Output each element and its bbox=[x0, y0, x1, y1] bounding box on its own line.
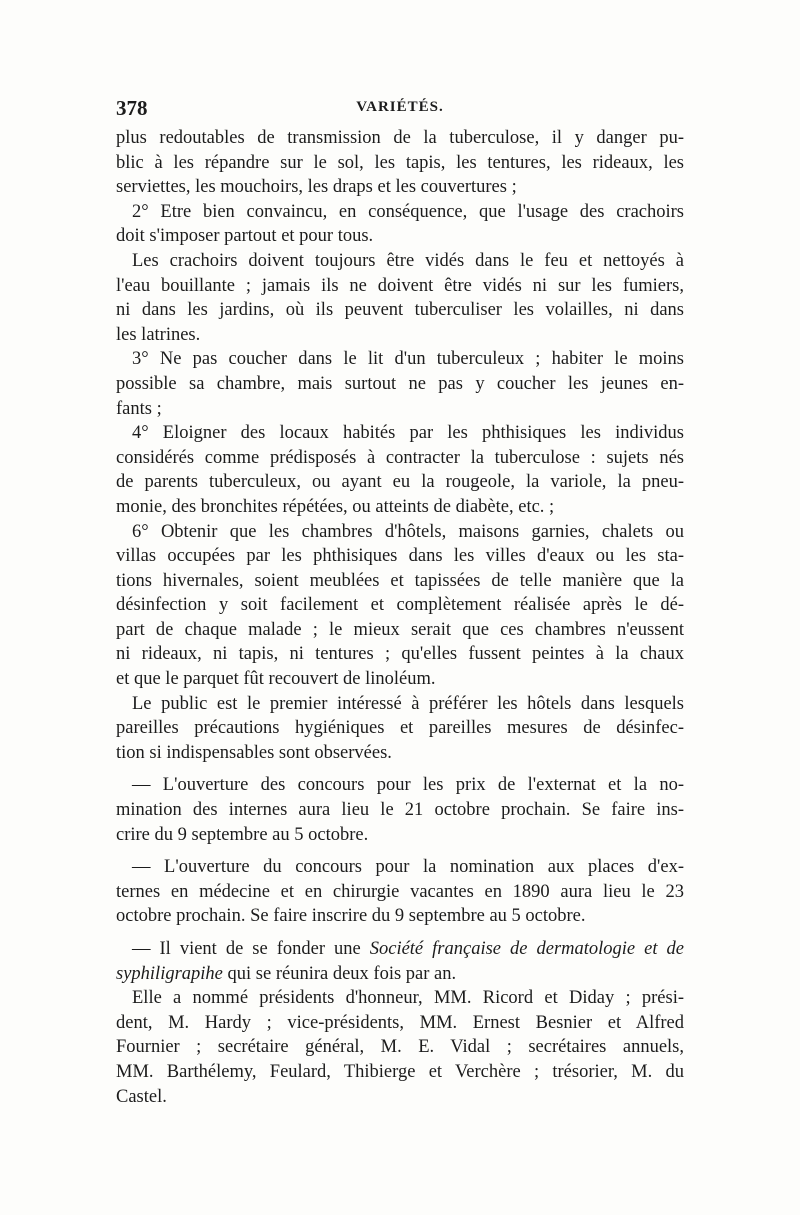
text-line: tions hivernales, soient meublées et tapissées de telle manière que la bbox=[116, 570, 684, 591]
text-line: — L'ouverture des concours pour les prix de l'externat et la no- bbox=[132, 775, 684, 796]
text-line: villas occupées par les phthisiques dans les villes d'eaux ou les sta- bbox=[116, 546, 684, 567]
page-number: 378 bbox=[116, 96, 148, 120]
text-line: 4° Eloigner des locaux habités par les phthisiques les individus bbox=[132, 423, 684, 444]
text-line: monie, des bronchites répétées, ou atteints de diabète, etc. ; bbox=[116, 496, 555, 517]
text-line: désinfection y soit facilement et complètement réalisée après le dé- bbox=[116, 595, 684, 616]
italic-title: syphiligrapihe bbox=[116, 963, 223, 984]
paragraph-gap bbox=[116, 929, 684, 937]
text-line: doit s'imposer partout et pour tous. bbox=[116, 226, 374, 247]
text-line: de parents tuberculeux, ou ayant eu la rougeole, la variole, la pneu- bbox=[116, 472, 684, 493]
text-line: 2° Etre bien convaincu, en conséquence, que l'usage des crachoirs bbox=[132, 201, 684, 222]
running-head: VARIÉTÉS. bbox=[356, 99, 444, 115]
page-header bbox=[116, 96, 684, 126]
text-line: possible sa chambre, mais surtout ne pas y coucher les jeunes en- bbox=[116, 373, 684, 394]
italic-title: Société française de dermatologie et de bbox=[369, 939, 684, 959]
text-line: 3° Ne pas coucher dans le lit d'un tuberculeux ; habiter le moins bbox=[132, 349, 684, 370]
text-line bbox=[116, 962, 684, 987]
text-line: crire du 9 septembre au 5 octobre. bbox=[116, 824, 369, 845]
text-line: tion si indispensables sont observées. bbox=[116, 742, 392, 763]
paragraph-gap bbox=[116, 847, 684, 855]
text-line: ni dans les jardins, où ils peuvent tuberculiser les volailles, ni dans bbox=[116, 300, 684, 321]
text-line: Les crachoirs doivent toujours être vidés dans le feu et nettoyés à bbox=[132, 250, 684, 271]
body-text bbox=[116, 126, 684, 1109]
text-line: considérés comme prédisposés à contracter la tuberculose : sujets nés bbox=[116, 447, 684, 468]
text-line: 6° Obtenir que les chambres d'hôtels, maisons garnies, chalets ou bbox=[132, 521, 684, 542]
text-line: MM. Barthélemy, Feulard, Thibierge et Verchère ; trésorier, M. du bbox=[116, 1061, 684, 1082]
text-line: ternes en médecine et en chirurgie vacantes en 1890 aura lieu le 23 bbox=[116, 881, 684, 902]
text-line bbox=[116, 937, 684, 962]
text-line: et que le parquet fût recouvert de linoléum. bbox=[116, 669, 436, 690]
text-line: ni rideaux, ni tapis, ni tentures ; qu'elles fussent peintes à la chaux bbox=[116, 644, 684, 665]
text-line: mination des internes aura lieu le 21 octobre prochain. Se faire ins- bbox=[116, 800, 684, 821]
text-line: serviettes, les mouchoirs, les draps et les couvertures ; bbox=[116, 177, 517, 198]
text-line: Elle a nommé présidents d'honneur, MM. Ricord et Diday ; prési- bbox=[132, 988, 684, 1009]
text-line: Castel. bbox=[116, 1086, 167, 1107]
text-line: — L'ouverture du concours pour la nomination aux places d'ex- bbox=[132, 857, 684, 878]
paragraph-gap bbox=[116, 765, 684, 773]
text-line: Le public est le premier intéressé à préférer les hôtels dans lesquels bbox=[132, 693, 684, 714]
text-line: fants ; bbox=[116, 398, 162, 419]
text-line: pareilles précautions hygiéniques et pareilles mesures de désinfec- bbox=[116, 718, 684, 739]
text-line: les latrines. bbox=[116, 324, 201, 345]
text-line: Fournier ; secrétaire général, M. E. Vidal ; secrétaires annuels, bbox=[116, 1037, 684, 1058]
text-line: plus redoutables de transmission de la tuberculose, il y danger pu- bbox=[116, 128, 684, 148]
text-run: — Il vient de se fonder une bbox=[132, 939, 370, 959]
text-line: part de chaque malade ; le mieux serait que ces chambres n'eussent bbox=[116, 619, 684, 640]
text-line: l'eau bouillante ; jamais ils ne doivent être vidés ni sur les fumiers, bbox=[116, 275, 684, 296]
text-line: dent, M. Hardy ; vice-présidents, MM. Ernest Besnier et Alfred bbox=[116, 1012, 684, 1033]
text-line: octobre prochain. Se faire inscrire du 9 septembre au 5 octobre. bbox=[116, 906, 586, 927]
text-run: qui se réunira deux fois par an. bbox=[222, 963, 457, 984]
text-line: blic à les répandre sur le sol, les tapis, les tentures, les rideaux, les bbox=[116, 152, 684, 173]
